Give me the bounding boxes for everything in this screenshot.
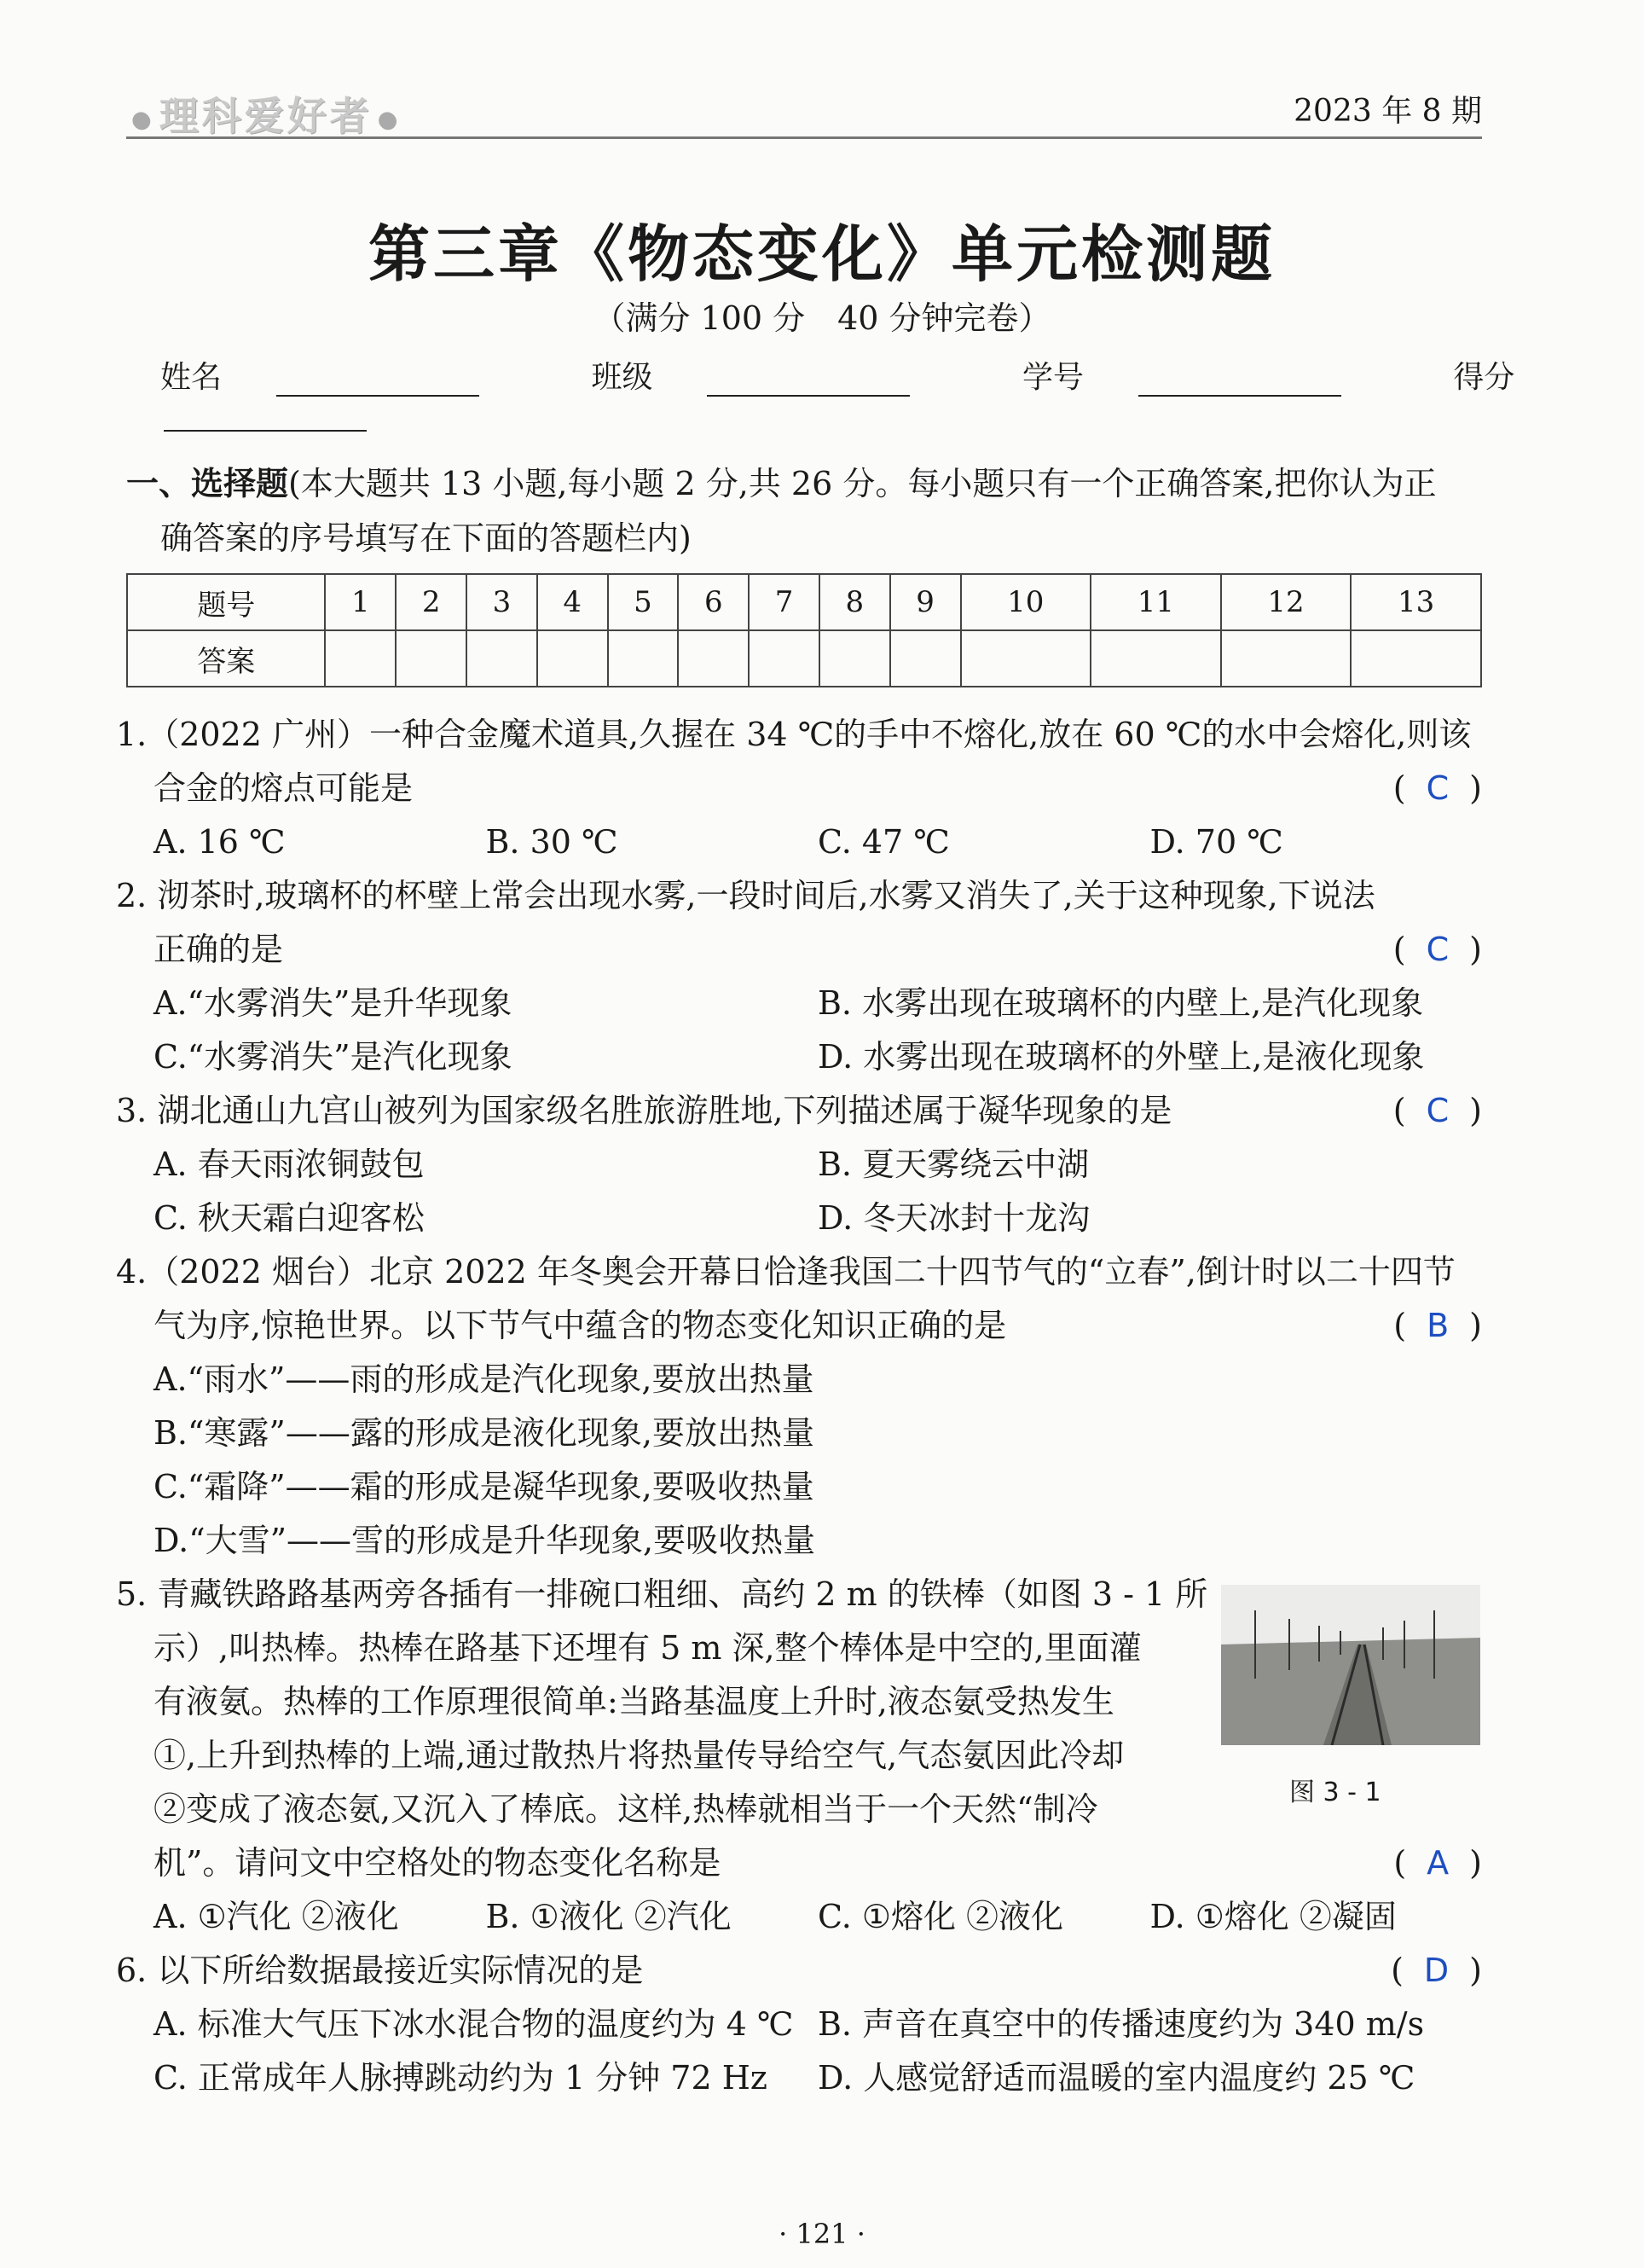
option: C.“霜降”——霜的形成是凝华现象,要吸收热量 [153,1468,814,1505]
score-field[interactable]: 得分 [160,360,1566,432]
option: B. 声音在真空中的传播速度约为 340 m/s [818,2005,1425,2043]
answer-cell[interactable] [1091,630,1221,687]
question-5-line: 5. 青藏铁路路基两旁各插有一排碗口粗细、高约 2 m 的铁棒（如图 3 - 1 所 [116,1575,1208,1613]
question-4-line: 气为序,惊艳世界。以下节气中蕴含的物态变化知识正确的是 ( B ) [116,1299,1482,1353]
option: A. 16 ℃ [153,823,286,861]
student-info [160,353,1644,432]
question-5-line: 有液氨。热棒的工作原理很简单:当路基温度上升时,液态氨受热发生 [153,1683,1114,1720]
answer-cell[interactable] [608,630,679,687]
option: C. 秋天霜白迎客松 [153,1199,425,1237]
question-6-line: 6. 以下所给数据最接近实际情况的是 ( D ) [116,1944,1482,1998]
question-3-line: 3. 湖北通山九宫山被列为国家级名胜旅游胜地,下列描述属于凝华现象的是 ( C ) [116,1084,1482,1138]
answer-cell[interactable] [749,630,819,687]
question-5-line: 机”。请问文中空格处的物态变化名称是 ( A ) [116,1836,1482,1890]
answer-cell[interactable] [1221,630,1352,687]
answer-cell[interactable] [961,630,1091,687]
magazine-logo: ● 理科爱好者 ● [131,93,401,139]
question-5-options [116,1890,1482,1944]
question-5-line: ②变成了液态氨,又沉入了棒底。这样,热棒就相当于一个天然“制冷 [153,1790,1098,1828]
section-label: 一、选择题 [126,465,289,502]
option: D. 水雾出现在玻璃杯的外壁上,是液化现象 [818,1038,1425,1076]
option: C. ①熔化 ②液化 [818,1898,1064,1935]
name-field[interactable]: 姓名 [160,360,530,395]
question-2-options [116,1030,1482,1084]
question-2-options [116,977,1482,1030]
answer-cell[interactable] [537,630,608,687]
answer-cell[interactable] [466,630,537,687]
question-6-options [116,2051,1482,2105]
answer-cell[interactable] [890,630,961,687]
questions [116,708,1482,2105]
option: A. ①汽化 ②液化 [153,1898,399,1935]
option: D. ①熔化 ②凝固 [1149,1898,1397,1935]
answer-mark: ( C ) [1392,1092,1482,1129]
answer-cell[interactable] [325,630,396,687]
question-1-options [116,815,1482,869]
question-5-line: 示）,叫热棒。热棒在路基下还埋有 5 m 深,整个棒体是中空的,里面灌 [153,1629,1142,1667]
answer-mark: ( A ) [1393,1844,1482,1882]
option: D. 冬天冰封十龙沟 [818,1199,1091,1237]
question-2-line: 正确的是 ( C ) [116,923,1482,977]
option: D. 70 ℃ [1149,823,1283,861]
figure-caption: 图 3 - 1 [1289,1778,1381,1807]
answer-mark: ( D ) [1391,1952,1482,1989]
answer-cell[interactable] [1351,630,1481,687]
option: B. 夏天雾绕云中湖 [818,1146,1090,1183]
answer-cell[interactable] [396,630,466,687]
option: B.“寒露”——露的形成是液化现象,要放出热量 [153,1414,814,1452]
option: D. 人感觉舒适而温暖的室内温度约 25 ℃ [818,2059,1415,2097]
answer-mark: ( B ) [1393,1307,1482,1344]
answer-mark: ( C ) [1392,769,1482,807]
option: A. 春天雨浓铜鼓包 [153,1146,425,1183]
answer-mark: ( C ) [1392,931,1482,968]
option: D.“大雪”——雪的形成是升华现象,要吸收热量 [153,1522,816,1559]
question-3-options [116,1192,1482,1245]
option: B. 水雾出现在玻璃杯的内壁上,是汽化现象 [818,984,1424,1022]
page-title: 第三章《物态变化》单元检测题 [368,218,1276,290]
answer-cell[interactable] [678,630,749,687]
option: A.“水雾消失”是升华现象 [153,984,512,1022]
page-header [126,85,1482,139]
id-field[interactable]: 学号 [1022,360,1392,395]
question-5-line: ①,上升到热棒的上端,通过散热片将热量传导给空气,气态氨因此冷却 [153,1737,1125,1774]
answer-table: 题号 1 2 3 4 5 6 7 8 9 10 11 12 13 答案 [126,573,1482,687]
question-2-line: 2. 沏茶时,玻璃杯的杯壁上常会出现水雾,一段时间后,水雾又消失了,关于这种现象,下说法 [116,877,1375,914]
option: B. 30 ℃ [485,823,618,861]
question-1-line: 1.（2022 广州）一种合金魔术道具,久握在 34 ℃的手中不熔化,放在 60 ℃的水中会熔化,则该 [116,716,1472,753]
page-subtitle: （满分 100 分 40 分钟完卷） [593,299,1051,337]
issue-label: 2023 年 8 期 [1294,94,1482,129]
question-3-options [116,1138,1482,1192]
section-heading: 一、选择题(本大题共 13 小题,每小题 2 分,共 26 分。每小题只有一个正确答案,把你认为正 确答案的序号填写在下面的答题栏内) [126,465,1437,557]
option: A. 标准大气压下冰水混合物的温度约为 4 ℃ [153,2005,794,2043]
option: C. 正常成年人脉搏跳动约为 1 分钟 72 Hz [153,2059,767,2097]
question-1-line: 合金的熔点可能是 ( C ) [116,762,1482,815]
row-label: 答案 [127,630,325,687]
option: A.“雨水”——雨的形成是汽化现象,要放出热量 [153,1360,814,1398]
railway-photo [1221,1585,1480,1745]
question-6-options [116,1998,1482,2051]
row-label: 题号 [127,574,325,630]
option: C. 47 ℃ [818,823,950,861]
page-number: · 121 · [779,2218,865,2250]
answer-cell[interactable] [819,630,890,687]
option: C.“水雾消失”是汽化现象 [153,1038,512,1076]
class-field[interactable]: 班级 [591,360,961,395]
question-4-line: 4.（2022 烟台）北京 2022 年冬奥会开幕日恰逢我国二十四节气的“立春”,倒计时以二十四节 [116,1253,1456,1291]
option: B. ①液化 ②汽化 [485,1898,732,1935]
